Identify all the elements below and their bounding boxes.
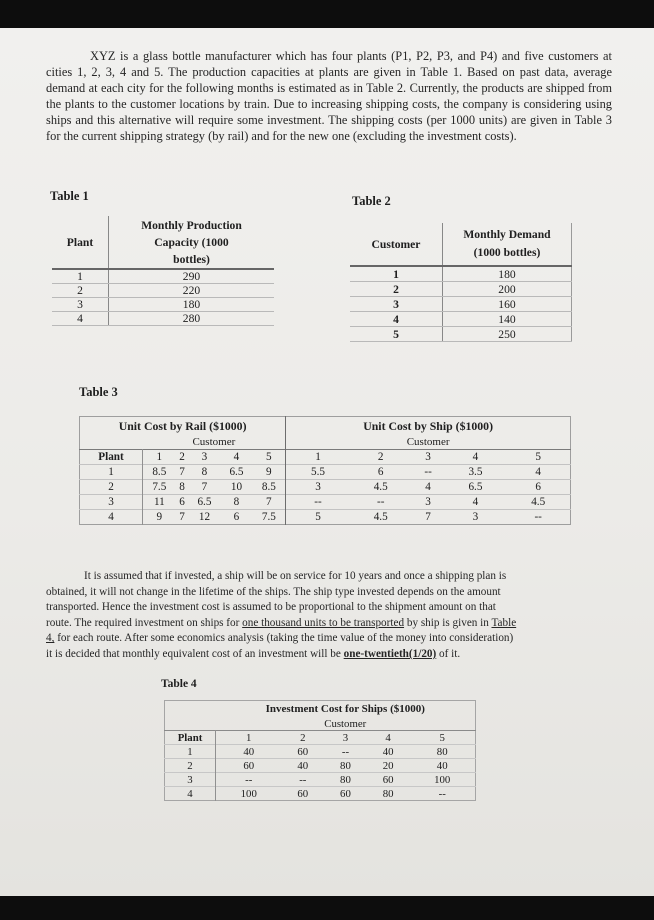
investment-title: Investment Cost for Ships ($1000) bbox=[265, 703, 425, 715]
ship-cost-title: Unit Cost by Ship ($1000) bbox=[363, 418, 494, 433]
table-row: 4 280 bbox=[52, 312, 274, 326]
intro-paragraph bbox=[46, 48, 612, 144]
ship-customer-label: Customer bbox=[406, 436, 450, 448]
table-row: 5 250 bbox=[350, 327, 572, 342]
table-row: 2 200 bbox=[350, 282, 572, 297]
intro-line: strategy (by rail) and for the new one (excluding the investment costs). bbox=[165, 129, 517, 143]
table-row: 3 160 bbox=[350, 297, 572, 312]
investment-customer-label: Customer bbox=[324, 717, 367, 730]
intro-line: customers at cities 1, 2, 3, 4 and 5. The production capacities at plants are given in Table 1. Based bbox=[46, 49, 613, 79]
table-row: 2 60 40 80 20 40 bbox=[165, 759, 476, 773]
table-row: 1 180 bbox=[350, 266, 572, 282]
table2-customer-header: Customer bbox=[350, 223, 443, 266]
table-row: 4 140 bbox=[350, 312, 572, 327]
table4-investment-cost: Investment Cost for Ships ($1000) Customer Plant 1 2 3 4 5 1 40 60 -- 40 80 2 60 40 80 20 40 3 -- -- 80 60 100 4 100 60 60 80 -- bbox=[164, 700, 476, 801]
intro-line: on past data, average demand at each city for the following months is estimated as in Table 2. bbox=[46, 65, 612, 95]
table-row: 1 290 bbox=[52, 269, 274, 284]
table3-caption: Table 3 bbox=[79, 385, 118, 399]
document-page bbox=[0, 28, 654, 896]
table1-capacity-header: Monthly Production Capacity (1000 bottles) bbox=[109, 216, 275, 269]
table1-production-capacity bbox=[52, 216, 274, 326]
table-row: 3 -- -- 80 60 100 bbox=[165, 773, 476, 787]
rail-customer-label: Customer bbox=[143, 435, 286, 450]
table1-caption: Table 1 bbox=[50, 189, 89, 203]
table-row: 3 11 6 6.5 8 7 -- -- 3 4 4.5 bbox=[80, 495, 571, 510]
table-row: 4 100 60 60 80 -- bbox=[165, 787, 476, 801]
intro-line: XYZ is a glass bottle manufacturer which has four plants (P1, P2, P3, and P4) and five bbox=[90, 49, 544, 63]
table-row: 1 8.5 7 8 6.5 9 5.5 6 -- 3.5 4 bbox=[80, 465, 571, 480]
table3-unit-costs: Unit Cost by Rail ($1000) Unit Cost by Ship ($1000) Customer Customer Plant 1 2 3 4 5 1 2 3 4 5 1 8.5 7 8 6.5 9 5.5 6 -- 3.5 4 2 7.5 8 7 10 8.5 3 4.5 4 6.5 6 3 11 6 6.5 8 7 -- -- 3 4 4.5 4 9 7 12 6 7.5 5 4.5 7 3 -- bbox=[79, 416, 571, 525]
intro-line: some investment. The shipping costs (per 1000 units) are given in Table 3 for the current shipping bbox=[46, 113, 613, 143]
rail-cost-title: Unit Cost by Rail ($1000) bbox=[80, 417, 286, 436]
intro-line: Currently, the products are shipped from the plants to the customer locations by train. Due to bbox=[46, 81, 612, 111]
table-row: 2 7.5 8 7 10 8.5 3 4.5 4 6.5 6 bbox=[80, 480, 571, 495]
plant-header: Plant bbox=[80, 450, 143, 465]
table-row: 1 40 60 -- 40 80 bbox=[165, 745, 476, 759]
table-row: 2 220 bbox=[52, 284, 274, 298]
table2-demand-header: Monthly Demand (1000 bottles) bbox=[443, 223, 572, 266]
table4-caption: Table 4 bbox=[161, 678, 197, 690]
table-row: 3 180 bbox=[52, 298, 274, 312]
investment-paragraph: It is assumed that if invested, a ship will be on service for 10 years and once a shipping plan is obtained, it will not change in the lifetime of the ships. The ship type invested depends on the amount transported. Hence the investment cost is assumed to be proportional to the shipment amount on that route. The required investment on ships for one thousand units to be transported by ship is given in Table 4, for each route. After some economics analysis (taking the time value of the money into consideration) it is decided that monthly equivalent cost of an investment will be one-twentieth(1/20) of it. bbox=[46, 570, 517, 660]
intro-line: increasing shipping costs, the company is considering using ships and this alternative will require bbox=[46, 97, 612, 127]
plant-header: Plant bbox=[165, 731, 216, 745]
table-row: 4 9 7 12 6 7.5 5 4.5 7 3 -- bbox=[80, 510, 571, 525]
table1-plant-header: Plant bbox=[52, 216, 109, 269]
table2-caption: Table 2 bbox=[352, 194, 391, 208]
table2-monthly-demand bbox=[350, 223, 572, 342]
